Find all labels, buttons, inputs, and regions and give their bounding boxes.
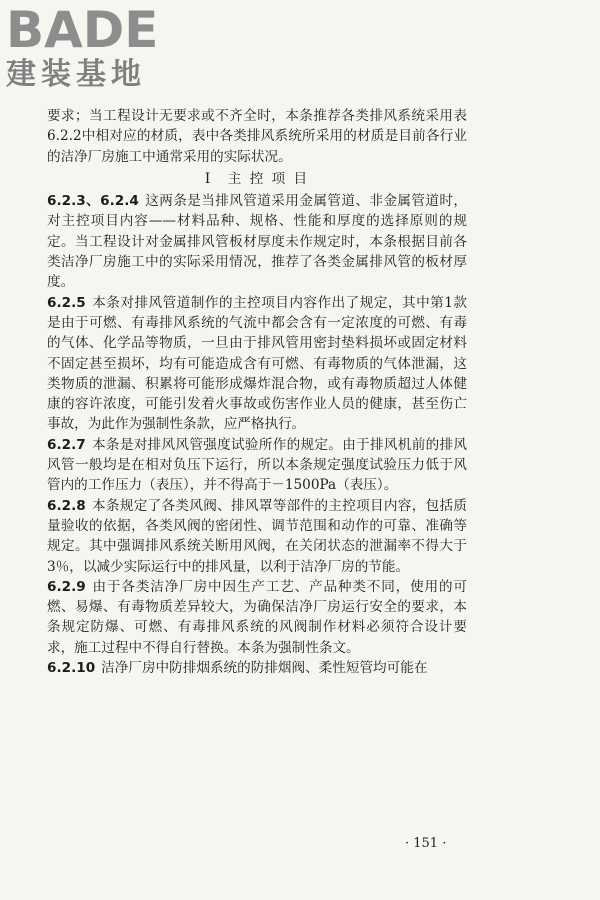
page-body [47, 106, 467, 678]
clause-number: 6.2.8 [47, 497, 86, 514]
clause-number: 6.2.7 [47, 436, 86, 453]
paragraph-6-2-5: 6.2.5 本条对排风管道制作的主控项目内容作出了规定，其中第1款是由于可燃、有毒排风系统的气流中都会含有一定浓度的可燃、有毒的气体、化学品等物质，一旦由于排风管用密封垫料损坏或固定材料不固定甚至损坏，均有可能造成含有可燃、有毒物质的气体泄漏，这类物质的泄漏、积累将可能形成爆炸混合物，或有毒物质超过人体健康的容许浓度，可能引发着火事故或伤害作业人员的健康，甚至伤亡事故，为此作为强制性条款，应严格执行。 [47, 294, 467, 433]
clause-number: 6.2.3、6.2.4 [47, 193, 139, 210]
logo-mark: BADE [6, 1, 159, 59]
paragraph-6-2-10: 6.2.10 洁净厂房中防排烟系统的防排烟阀、柔性短管均可能在 [47, 660, 428, 677]
paragraph-6-2-7: 6.2.7 本条是对排风风管强度试验所作的规定。由于排风机前的排风风管一般均是在相对负压下运行，所以本条规定强度试验压力低于风管内的工作压力（表压），并不得高于－1500Pa（表压）。 [47, 436, 467, 494]
paragraph-intro: 要求；当工程设计无要求或不齐全时，本条推荐各类排风系统采用表6.2.2中相对应的材质，表中各类排风系统所采用的材质是目前各行业的洁净厂房施工中通常采用的实际状况。 [47, 108, 467, 165]
logo [6, 1, 176, 92]
paragraph-6-2-3: 6.2.3、6.2.4 这两条是当排风管道采用金属管道、非金属管道时，对主控项目内容——材料品种、规格、性能和厚度的选择原则的规定。当工程设计对金属排风管板材厚度未作规定时，本条根据目前各类洁净厂房施工中的实际采用情况，推荐了各类金属排风管的板材厚度。 [47, 193, 467, 291]
paragraph-6-2-8: 6.2.8 本条规定了各类风阀、排风罩等部件的主控项目内容，包括质量验收的依据，各类风阀的密闭性、调节范围和动作的可靠、准确等规定。其中强调排风系统关断用风阀，在关闭状态的泄漏率不得大于3％，以减少实际运行中的排风量，以利于洁净厂房的节能。 [47, 497, 467, 575]
clause-number: 6.2.10 [47, 660, 96, 677]
clause-number: 6.2.9 [47, 578, 86, 595]
clause-number: 6.2.5 [47, 294, 86, 311]
page-number: · 151 · [405, 836, 447, 851]
paragraph-6-2-9: 6.2.9 由于各类洁净厂房中因生产工艺、产品种类不同，使用的可燃、易爆、有毒物质差异较大，为确保洁净厂房运行安全的要求，本条规定防爆、可燃、有毒排风系统的风阀制作材料必须符合设计要求，施工过程中不得自行替换。本条为强制性条文。 [47, 578, 467, 656]
logo-subtitle: 建装基地 [6, 57, 146, 92]
section-heading: I 主 控 项 目 [204, 170, 310, 187]
